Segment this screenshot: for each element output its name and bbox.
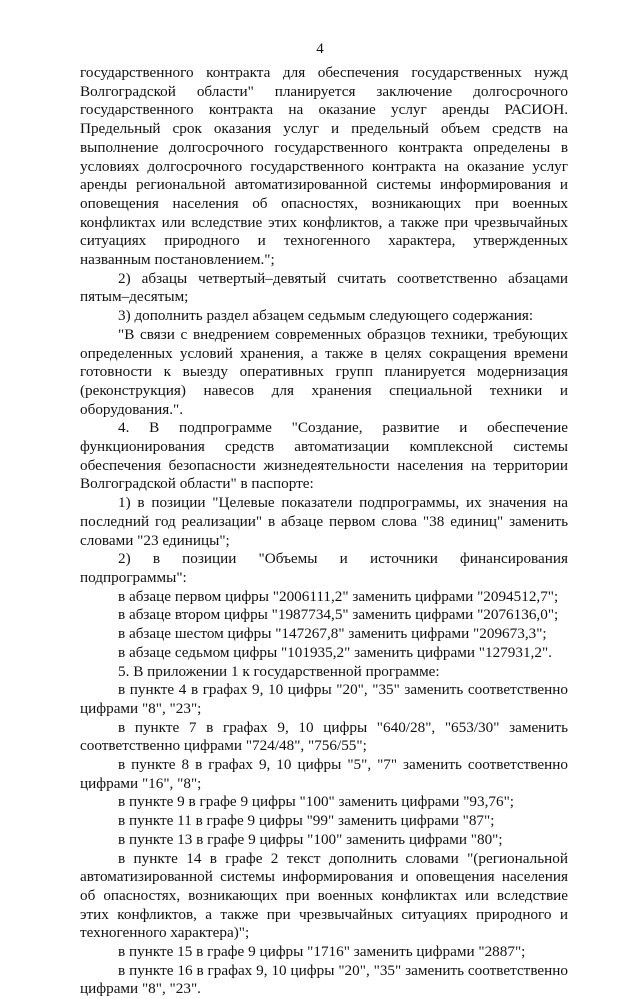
paragraph: в абзаце шестом цифры "147267,8" заменить цифрами "209673,3"; bbox=[118, 625, 547, 643]
paragraph: 4. В подпрограмме "Создание, развитие и обеспечение функционирования средств автоматизации комплексной системы обеспечения безопасности жизнедеятельности населения на территории Волгоградской области" в паспорте: bbox=[80, 419, 568, 493]
paragraph: 5. В приложении 1 к государственной программе: bbox=[118, 662, 440, 680]
paragraph: в пункте 7 в графах 9, 10 цифры "640/28", "653/30" заменить соответственно цифрами "724/48", "756/55"; bbox=[80, 718, 568, 755]
paragraph: в пункте 8 в графах 9, 10 цифры "5", "7" заменить соответственно цифрами "16", "8"; bbox=[80, 756, 568, 792]
paragraph: в пункте 13 в графе 9 цифры "100" заменить цифрами "80"; bbox=[118, 830, 503, 848]
paragraph: 2) в позиции "Объемы и источники финансирования подпрограммы": bbox=[80, 550, 568, 586]
paragraph: в абзаце седьмом цифры "101935,2" заменить цифрами "127931,2". bbox=[118, 643, 552, 661]
paragraph: "В связи с внедрением современных образцов техники, требующих определенных условий хранения, а также в целях сокращения времени готовности к выезду оперативных групп планируется модернизация (реконструкция) навесов для хранения специальной техники и оборудования.". bbox=[80, 325, 568, 418]
document-body bbox=[80, 64, 568, 999]
paragraph: в пункте 11 в графе 9 цифры "99" заменить цифрами "87"; bbox=[118, 812, 495, 830]
paragraph: в абзаце втором цифры "1987734,5" заменить цифрами "2076136,0"; bbox=[118, 606, 559, 624]
paragraph: 2) абзацы четвертый–девятый считать соответственно абзацами пятым–десятым; bbox=[80, 269, 568, 306]
paragraph: в абзаце первом цифры "2006111,2" заменить цифрами "2094512,7"; bbox=[118, 587, 559, 605]
paragraph: 1) в позиции "Целевые показатели подпрограммы, их значения на последний год реализации" в абзаце первом слова "38 единиц" заменить словами "23 единицы"; bbox=[80, 494, 568, 549]
paragraph: в пункте 4 в графах 9, 10 цифры "20", "35" заменить соответственно цифрами "8", "23"; bbox=[80, 681, 568, 717]
paragraph: в пункте 15 в графе 9 цифры "1716" заменить цифрами "2887"; bbox=[118, 943, 526, 961]
paragraph: в пункте 9 в графе 9 цифры "100" заменить цифрами "93,76"; bbox=[118, 793, 514, 811]
page-number: 4 bbox=[316, 41, 324, 57]
paragraph: в пункте 16 в графах 9, 10 цифры "20", "35" заменить соответственно цифрами "8", "23". bbox=[80, 961, 568, 998]
paragraph: 3) дополнить раздел абзацем седьмым следующего содержания: bbox=[118, 307, 534, 325]
paragraph: государственного контракта для обеспечения государственных нужд Волгоградской области" планируется заключение долгосрочного государственного контракта на оказание услуг аренды РАСИОН. Предельный срок оказания услуг и предельный объем средств на выполнение долгосрочного государственного контракта определены в условиях долгосрочного государственного контракта на оказание услуг аренды региональной автоматизированной системы информирования и оповещения населения об опасностях, возникающих при военных конфликтах или вследствие этих конфликтов, а также при чрезвычайных ситуациях природного и техногенного характера, утвержденных названным постановлением."; bbox=[80, 64, 568, 269]
paragraph: в пункте 14 в графе 2 текст дополнить словами "(региональной автоматизированной системы информирования и оповещения населения об опасностях, возникающих при военных конфликтах или вследствие этих конфликтов, а также при чрезвычайных ситуациях природного и техногенного характера)"; bbox=[80, 849, 568, 942]
